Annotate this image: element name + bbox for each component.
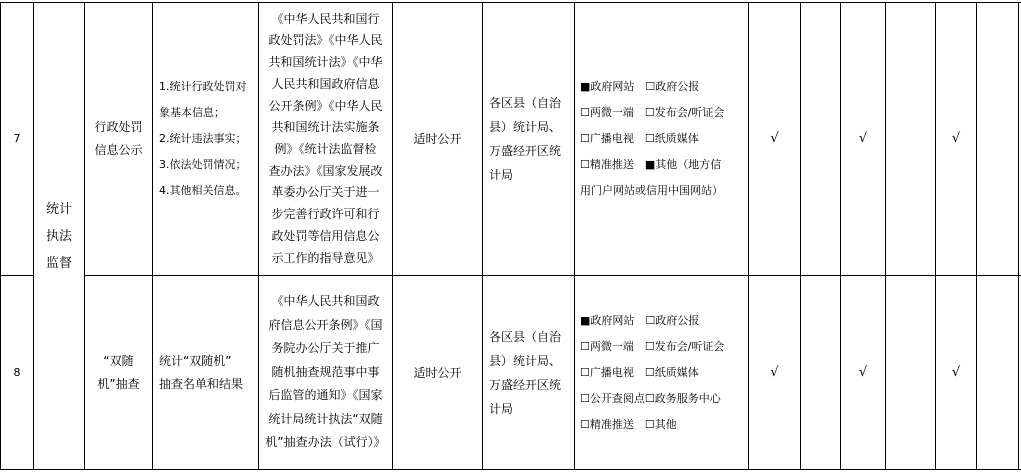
content-cell (159, 276, 258, 469)
subject-cell (489, 276, 574, 469)
basis-line: 《中华人民共和国行 (271, 11, 380, 26)
basis-line: 共和国统计法》《中华 (268, 55, 383, 70)
checkmark-a: √ (770, 364, 779, 380)
checkmark-c: √ (951, 364, 961, 380)
basis-line: 步完善行政许可和行 (271, 207, 380, 222)
basis-line: 统计局统计执法“双随 (268, 411, 383, 426)
channel-line: ☐两微一端 ☐发布会/听证会 (580, 339, 725, 353)
basis-line: 例》《统计法监督检 (274, 142, 377, 156)
item-line: “双随 (103, 353, 134, 368)
channel-line: ☐广播电视 ☐纸质媒体 (580, 365, 699, 379)
basis-line: 人民共和国政府信息 (271, 76, 380, 91)
subject-line: 县）统计局、 (489, 353, 562, 368)
channel-line: ■政府网站 ☐政府公报 (580, 313, 700, 327)
channels-cell (580, 3, 748, 275)
content-cell (159, 3, 258, 275)
checkmark-b: √ (858, 364, 868, 380)
category-line: 监督 (45, 255, 72, 271)
item-line: 行政处罚 (94, 120, 143, 134)
basis-line: 随机抽查规范事中事 (271, 364, 380, 379)
basis-line: 后监管的通知》《国家 (268, 388, 383, 403)
content-line: 4.其他相关信息。 (159, 184, 247, 197)
category-line: 统计 (45, 201, 72, 217)
channel-line: 用门户网站或信用中国网站） (580, 184, 723, 197)
channel-line: ☐两微一端 ☐发布会/听证会 (580, 106, 725, 119)
basis-line: 《中华人民共和国政 (271, 294, 380, 309)
timing-cell: 适时公开 (413, 365, 462, 380)
basis-line: 机”抽查办法（试行）》 (265, 435, 386, 450)
subject-line: 计局 (489, 168, 514, 182)
item-cell (85, 3, 152, 275)
checkmark-b: √ (858, 131, 868, 146)
basis-line: 府信息公开条例》《国 (268, 317, 383, 332)
subject-line: 万盛经开区统 (489, 144, 562, 158)
subject-line: 各区县（自治 (489, 329, 562, 344)
channel-line: ☐精准推送 ☐其他 (580, 417, 677, 431)
basis-line: 政处罚法》《中华人民 (268, 33, 383, 48)
checkmark-c: √ (951, 131, 961, 146)
item-cell (85, 276, 152, 469)
channels-cell (580, 276, 748, 469)
basis-line: 共和国统计法实施条 (271, 120, 380, 135)
subject-line: 各区县（自治 (489, 96, 562, 110)
basis-line: 政处罚等信用信息公 (271, 228, 380, 243)
row-number: 7 (13, 132, 21, 145)
channel-line: ☐精准推送 ■其他（地方信 (580, 158, 722, 171)
content-line: 3.依法处罚情况； (159, 158, 247, 171)
content-line: 统计“双随机” (159, 353, 232, 368)
channel-line: ☐公开查阅点☐政务服务中心 (580, 391, 721, 405)
subject-line: 县）统计局、 (489, 120, 562, 134)
basis-line: 公开条例》《中华人民 (268, 98, 383, 113)
row-number: 8 (13, 365, 21, 379)
subject-line: 计局 (489, 401, 514, 416)
item-line: 机”抽查 (97, 376, 140, 391)
basis-line: 革委办公厅关于进一 (271, 185, 380, 200)
basis-line: 务院办公厅关于推广 (271, 341, 380, 356)
content-line: 1.统计行政处罚对 (159, 80, 247, 93)
channel-line: ■政府网站 ☐政府公报 (580, 80, 700, 93)
checkmark-a: √ (770, 131, 779, 146)
category-line: 执法 (45, 228, 72, 244)
basis-line: 示工作的指导意见》 (271, 250, 380, 265)
item-line: 信息公示 (94, 143, 143, 157)
channel-line: ☐广播电视 ☐纸质媒体 (580, 132, 699, 145)
subject-cell (489, 3, 574, 275)
timing-cell: 适时公开 (413, 132, 462, 146)
basis-cell (259, 276, 392, 469)
basis-cell (259, 3, 392, 275)
content-line: 象基本信息； (159, 106, 225, 119)
subject-line: 万盛经开区统 (489, 377, 562, 392)
category-cell (34, 3, 84, 469)
content-line: 抽查名单和结果 (159, 376, 244, 391)
basis-line: 查办法》《国家发展改 (268, 163, 383, 178)
content-line: 2.统计违法事实； (159, 132, 247, 145)
